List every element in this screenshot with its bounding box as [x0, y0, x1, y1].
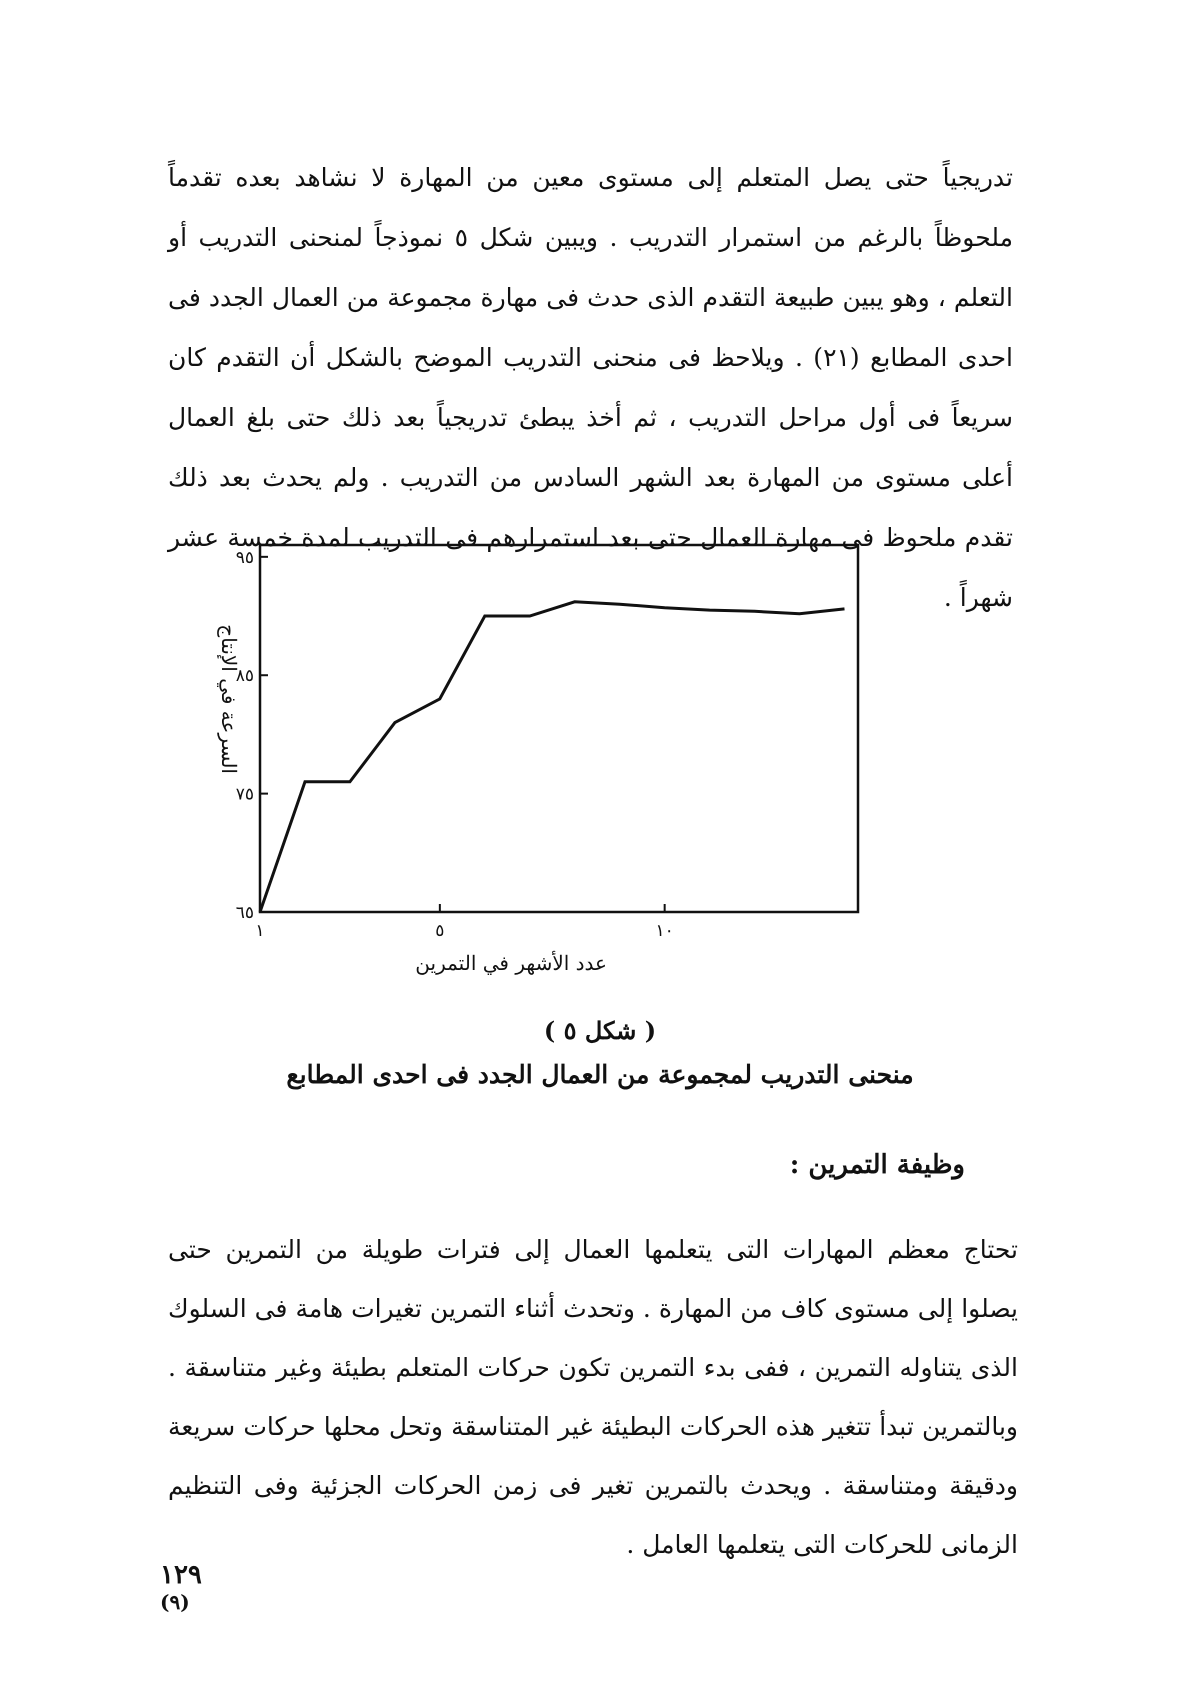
y-tick-label: ٧٥	[235, 784, 254, 805]
page-number-block	[160, 1560, 240, 1614]
y-tick-label: ٦٥	[235, 903, 254, 923]
training-curve-chart	[200, 545, 960, 1005]
x-tick-label: ٥	[435, 921, 445, 941]
y-tick-label: ٨٥	[235, 666, 254, 687]
x-tick-label: ١٠	[655, 921, 674, 941]
paragraph-2: تحتاج معظم المهارات التى يتعلمها العمال إلى فترات طويلة من التمرين حتى يصلوا إلى مستوى كاف من المهارة . وتحدث أثناء التمرين تغيرات هامة فى السلوك الذى يتناوله التمرين ، ففى بدء التمرين تكون حركات المتعلم بطيئة وغير متناسقة . وبالتمرين تبدأ تتغير هذه الحركات البطيئة غير المتناسقة وتحل محلها حركات سريعة ودقيقة ومتناسقة . ويحدث بالتمرين تغير فى زمن الحركات الجزئية وفى التنظيم الزمانى للحركات التى يتعلمها العامل .	[168, 1235, 1018, 1559]
section-heading: وظيفة التمرين :	[789, 1150, 965, 1180]
training-curve-line	[260, 602, 845, 912]
chart-frame	[260, 545, 858, 912]
figure-caption: منحنى التدريب لمجموعة من العمال الجدد فى احدى المطابع	[286, 1060, 914, 1089]
x-tick-label: ١	[255, 921, 265, 941]
paragraph-1: تدريجياً حتى يصل المتعلم إلى مستوى معين من المهارة لا نشاهد بعده تقدماً ملحوظاً بالرغم من استمرار التدريب . ويبين شكل ٥ نموذجاً لمنحنى التدريب أو التعلم ، وهو يبين طبيعة التقدم الذى حدث فى مهارة مجموعة من العمال الجدد فى احدى المطابع (٢١) . ويلاحظ فى منحنى التدريب الموضح بالشكل أن التقدم كان سريعاً فى أول مراحل التدريب ، ثم أخذ يبطئ تدريجياً بعد ذلك حتى بلغ العمال أعلى مستوى من المهارة بعد الشهر السادس من التدريب . ولم يحدث بعد ذلك تقدم ملحوظ فى مهارة العمال حتى بعد استمرارهم فى التدريب لمدة خمسة عشر شهراً .	[168, 163, 1013, 612]
figure-number: ( شكل ٥ )	[543, 1016, 657, 1045]
x-axis-label: عدد الأشهر في التمرين	[415, 951, 608, 975]
page-number: ١٢٩	[160, 1560, 202, 1590]
figure-5-chart	[200, 545, 960, 1005]
y-tick-label: ٩٥	[235, 547, 254, 568]
sheet-number: (٩)	[160, 1590, 190, 1614]
y-axis-label: السرعة في الإنتاج	[217, 624, 241, 774]
